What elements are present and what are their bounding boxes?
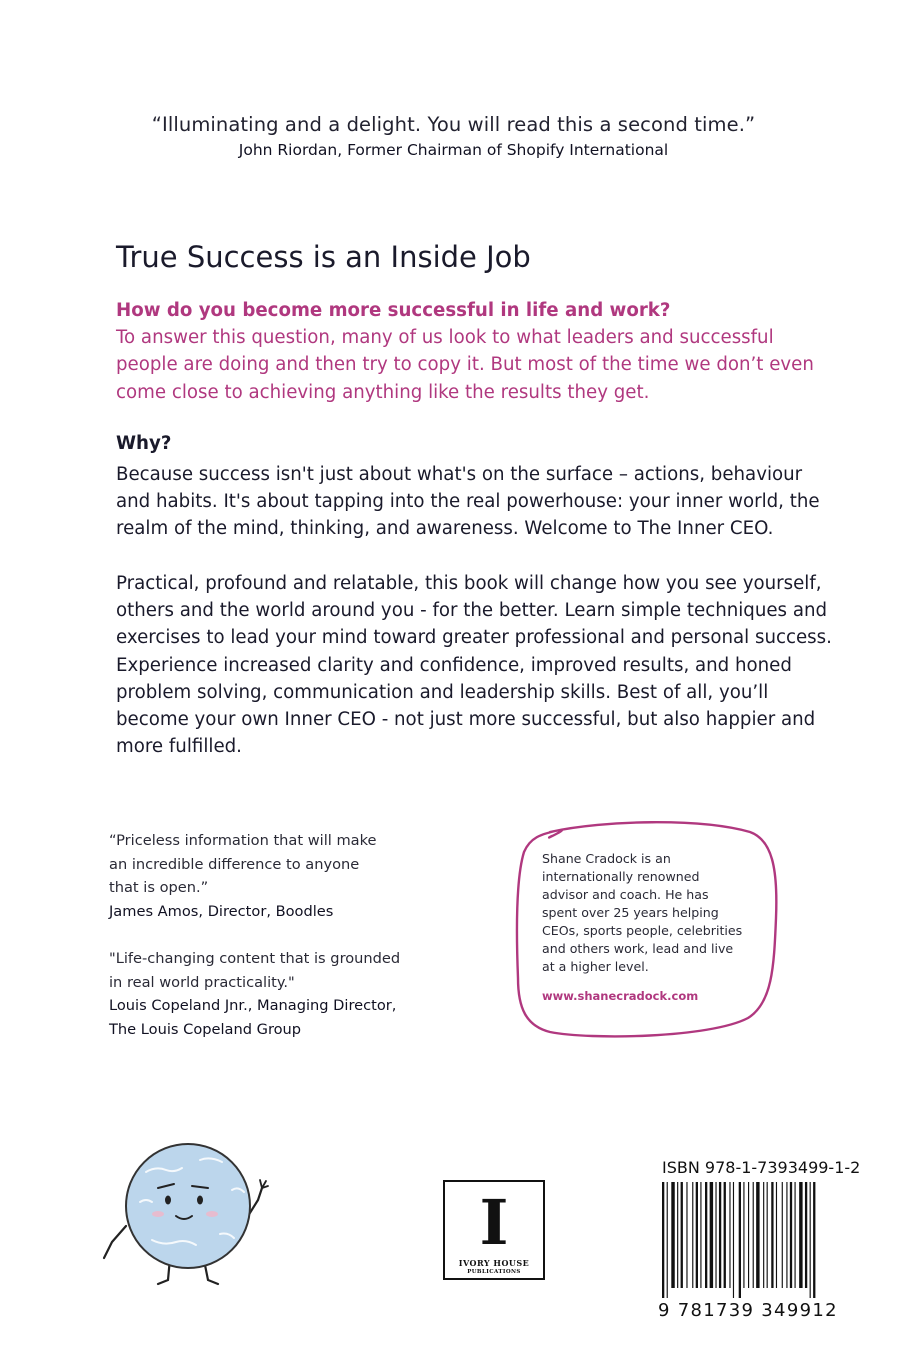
blurb-1-attribution: James Amos, Director, Boodles — [109, 902, 334, 920]
blurb-2-attribution: The Louis Copeland Group — [109, 1020, 302, 1038]
intro-block — [116, 297, 816, 406]
barcode-bar — [739, 1182, 741, 1298]
barcode-bar — [719, 1182, 721, 1288]
barcode-bar — [771, 1182, 773, 1288]
barcode-bar — [733, 1182, 734, 1298]
barcode-bar — [799, 1182, 802, 1288]
barcode-bar — [748, 1182, 749, 1288]
blurb-1-quote-line: that is open.” — [109, 879, 209, 897]
barcode-bar — [786, 1182, 787, 1288]
isbn-barcode — [660, 1182, 838, 1300]
blurb-2-quote-line: in real world practicality." — [109, 973, 295, 991]
blurb-1-quote-line: an incredible difference to anyone — [109, 855, 360, 873]
barcode-bar — [767, 1182, 768, 1288]
barcode-bar — [662, 1182, 664, 1298]
blurb-1-quote-line: “Priceless information that will make — [109, 832, 377, 849]
author-bio-line: at a higher level. — [542, 959, 649, 974]
publisher-name: IVORY HOUSE — [458, 1258, 530, 1268]
mascot-illustration — [100, 1130, 300, 1300]
barcode-bar — [743, 1182, 744, 1288]
publisher-logo-letter: I — [479, 1186, 509, 1259]
barcode-bar — [813, 1182, 815, 1298]
barcode-bar — [810, 1182, 811, 1298]
barcode-bar — [753, 1182, 754, 1288]
barcode-bar — [667, 1182, 668, 1298]
barcode-bar — [692, 1182, 693, 1288]
blurb-2-attribution: Louis Copeland Jnr., Managing Director, — [109, 997, 397, 1015]
barcode-bar — [715, 1182, 716, 1288]
barcode-bar — [724, 1182, 726, 1288]
barcode-bar — [710, 1182, 713, 1288]
barcode-bar — [763, 1182, 764, 1288]
headline: True Success is an Inside Job — [116, 240, 531, 274]
top-testimonial-quote: “Illuminating and a delight. You will read this a second time.” — [151, 113, 756, 136]
author-bio-line: and others work, lead and live — [542, 941, 734, 956]
blurb-2 — [109, 947, 409, 1041]
barcode-bar — [677, 1182, 678, 1288]
author-bio-line: Shane Cradock is an — [542, 851, 671, 866]
barcode-bar — [696, 1182, 698, 1288]
author-bio — [542, 850, 762, 976]
barcode-bar — [700, 1182, 701, 1288]
intro-body: To answer this question, many of us look to what leaders and successful people are doing and then try to copy it. But most of the time we don’t even come close to achieving anything like the results they get. — [116, 327, 814, 403]
why-paragraph-2: Practical, profound and relatable, this book will change how you see yourself, others and the world around you - for the better. Learn simple techniques and exercises to lead your mind toward greater professional and personal success. Experience increased clarity and confidence, improved results, and honed problem solving, communication and leadership skills. Best of all, you’ll become your own Inner CEO - not just more successful, but also happier and more fulfilled. — [116, 573, 832, 758]
barcode-bar — [681, 1182, 683, 1288]
barcode-bar — [705, 1182, 707, 1288]
barcode-bar — [805, 1182, 807, 1288]
barcode-bar — [782, 1182, 783, 1288]
top-testimonial-attribution: John Riordan, Former Chairman of Shopify International — [238, 141, 669, 159]
blurb-2-quote-line: "Life-changing content that is grounded — [109, 950, 401, 967]
barcode-bar — [790, 1182, 792, 1288]
barcode-digits: 9 781739 349912 — [658, 1300, 838, 1321]
blurb-1 — [109, 829, 409, 923]
publisher-subtitle: PUBLICATIONS — [467, 1269, 521, 1275]
barcode-bar — [756, 1182, 759, 1288]
barcode-bar — [795, 1182, 796, 1288]
isbn-label: ISBN 978-1-7393499-1-2 — [662, 1158, 861, 1177]
why-heading: Why? — [116, 433, 172, 454]
barcode-bar — [671, 1182, 674, 1288]
barcode-bar — [729, 1182, 730, 1288]
barcode-bar — [686, 1182, 687, 1288]
why-paragraph-1: Because success isn't just about what's on the surface – actions, behaviour and habits. It's about tapping into the real powerhouse: your inner world, the realm of the mind, thinking, and awareness. Welcome to The Inner CEO. — [116, 464, 820, 540]
author-bio-line: internationally renowned — [542, 869, 700, 884]
author-bio-line: spent over 25 years helping — [542, 905, 719, 920]
barcode-bar — [776, 1182, 777, 1288]
author-bio-line: advisor and coach. He has — [542, 887, 709, 902]
publisher-logo — [443, 1180, 545, 1280]
intro-question: How do you become more successful in life and work? — [116, 300, 671, 321]
author-bio-line: CEOs, sports people, celebrities — [542, 923, 743, 938]
author-website-link[interactable]: www.shanecradock.com — [542, 989, 699, 1003]
